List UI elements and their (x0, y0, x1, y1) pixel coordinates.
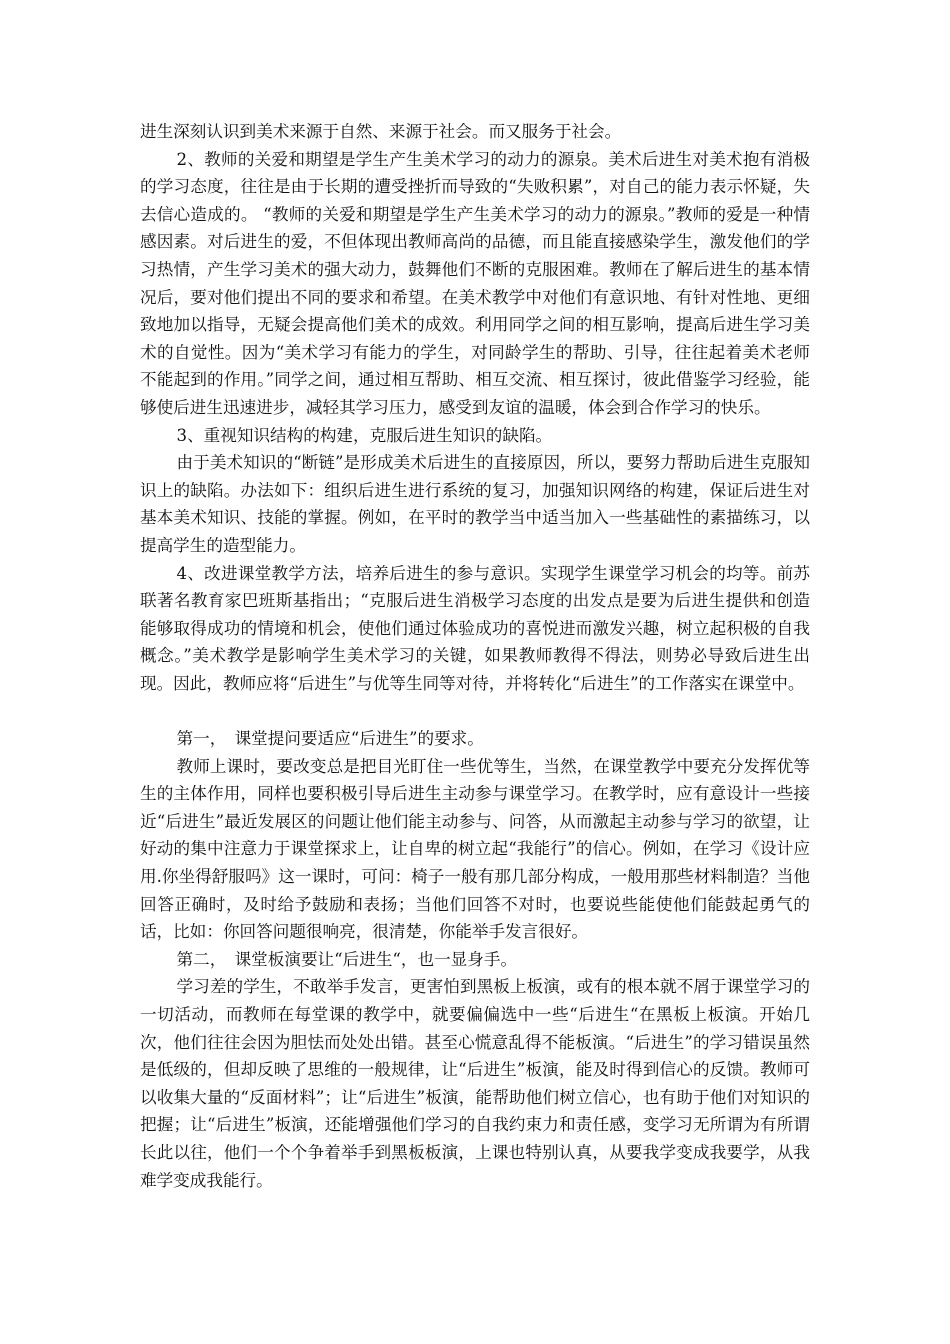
paragraph-3-heading: 3、重视知识结构的构建，克服后进生知识的缺陷。 (176, 425, 553, 445)
paragraph-9: 学习差的学生，不敢举手发言，更害怕到黑板上板演，或有的根本就不屑于课堂学习的一切活动，而教师在每堂课的教学中，就要偏偏选中一些“后进生“在黑板上板演。开始几次，他们往往会因为胆怯而处处出错。甚至心慌意乱得不能板演。“后进生”的学习错误虽然是低级的，但却反映了思维的一般规律，让“后进生”板演，能及时得到信心的反馈。教师可以收集大量的“反面材料”；让“后进生”板演，能帮助他们树立信心，也有助于他们对知识的把握；让“后进生”板演，还能增强他们学习的自我约束力和责任感，变学习无所谓为有所谓长此以往，他们一个个争着举手到黑板板演，上课也特别认真，从要我学变成我要学，从我难学变成我能行。 (140, 977, 810, 1190)
paragraph-2: 2、教师的关爱和期望是学生产生美术学习的动力的源泉。美术后进生对美术抱有消极的学习态度，往往是由于长期的遭受挫折而导致的“失败积累”，对自己的能力表示怀疑，失去信心造成的。 “教师的关爱和期望是学生产生美术学习的动力的源泉。”教师的爱是一种情感因素。对后进生的爱，不但体现出教师高尚的品德，而且能直接感染学生，激发他们的学习热情，产生学习美术的强大动力，鼓舞他们不断的克服困难。教师在了解后进生的基本情况后，要对他们提出不同的要求和希望。在美术教学中对他们有意识地、有针对性地、更细致地加以指导，无疑会提高他们美术的成效。利用同学之间的相互影响，提高后进生学习美术的自觉性。因为“美术学习有能力的学生，对同龄学生的帮助、引导，往往起着美术老师不能起到的作用。”同学之间，通过相互帮助、相互交流、相互探讨，彼此借鉴学习经验，能够使后进生迅速进步，减轻其学习压力，感受到友谊的温暖，体会到合作学习的快乐。 (140, 149, 810, 417)
paragraph-5: 4、改进课堂教学方法，培养后进生的参与意识。实现学生课堂学习机会的均等。前苏联著名教育家巴班斯基指出；“克服后进生消极学习态度的出发点是要为后进生提供和创造能够取得成功的情境和机会，使他们通过体验成功的喜悦进而激发兴趣，树立起积极的自我概念。”美术教学是影响学生美术学习的关键，如果教师教得不得法，则势必导致后进生出现。因此，教师应将“后进生”与优等生同等对待，并将转化“后进生”的工作落实在课堂中。 (140, 563, 810, 693)
paragraph-spacer (140, 697, 810, 725)
paragraph-1: 进生深刻认识到美术来源于自然、来源于社会。而又服务于社会。 (140, 122, 622, 141)
paragraph-6-heading: 第一， 课堂提问要适应“后进生”的要求。 (176, 729, 484, 749)
paragraph-7: 教师上课时，要改变总是把目光盯住一些优等生，当然，在课堂教学中要充分发挥优等生的主体作用，同样也要积极引导后进生主动参与课堂学习。在教学时，应有意设计一些接近“后进生”最近发展区的问题让他们能主动参与、问答，从而激起主动参与学习的欲望，让好动的集中注意力于课堂探求上，让自卑的树立起“我能行”的信心。例如，在学习《设计应用.你坐得舒服吗》这一课时，可问：椅子一般有那几部分构成，一般用那些材料制造？当他回答正确时，及时给予鼓励和表扬；当他们回答不对时，也要说些能使他们能鼓起勇气的话，比如：你回答问题很响亮，很清楚，你能举手发言很好。 (140, 756, 810, 942)
paragraph-8-heading: 第二， 课堂板演要让“后进生“，也一显身手。 (176, 949, 518, 969)
paragraph-4: 由于美术知识的“断链”是形成美术后进生的直接原因，所以，要努力帮助后进生克服知识上的缺陷。办法如下：组织后进生进行系统的复习，加强知识网络的构建，保证后进生对基本美术知识、技能的掌握。例如，在平时的教学当中适当加入一些基础性的素描练习，以提高学生的造型能力。 (140, 453, 810, 555)
